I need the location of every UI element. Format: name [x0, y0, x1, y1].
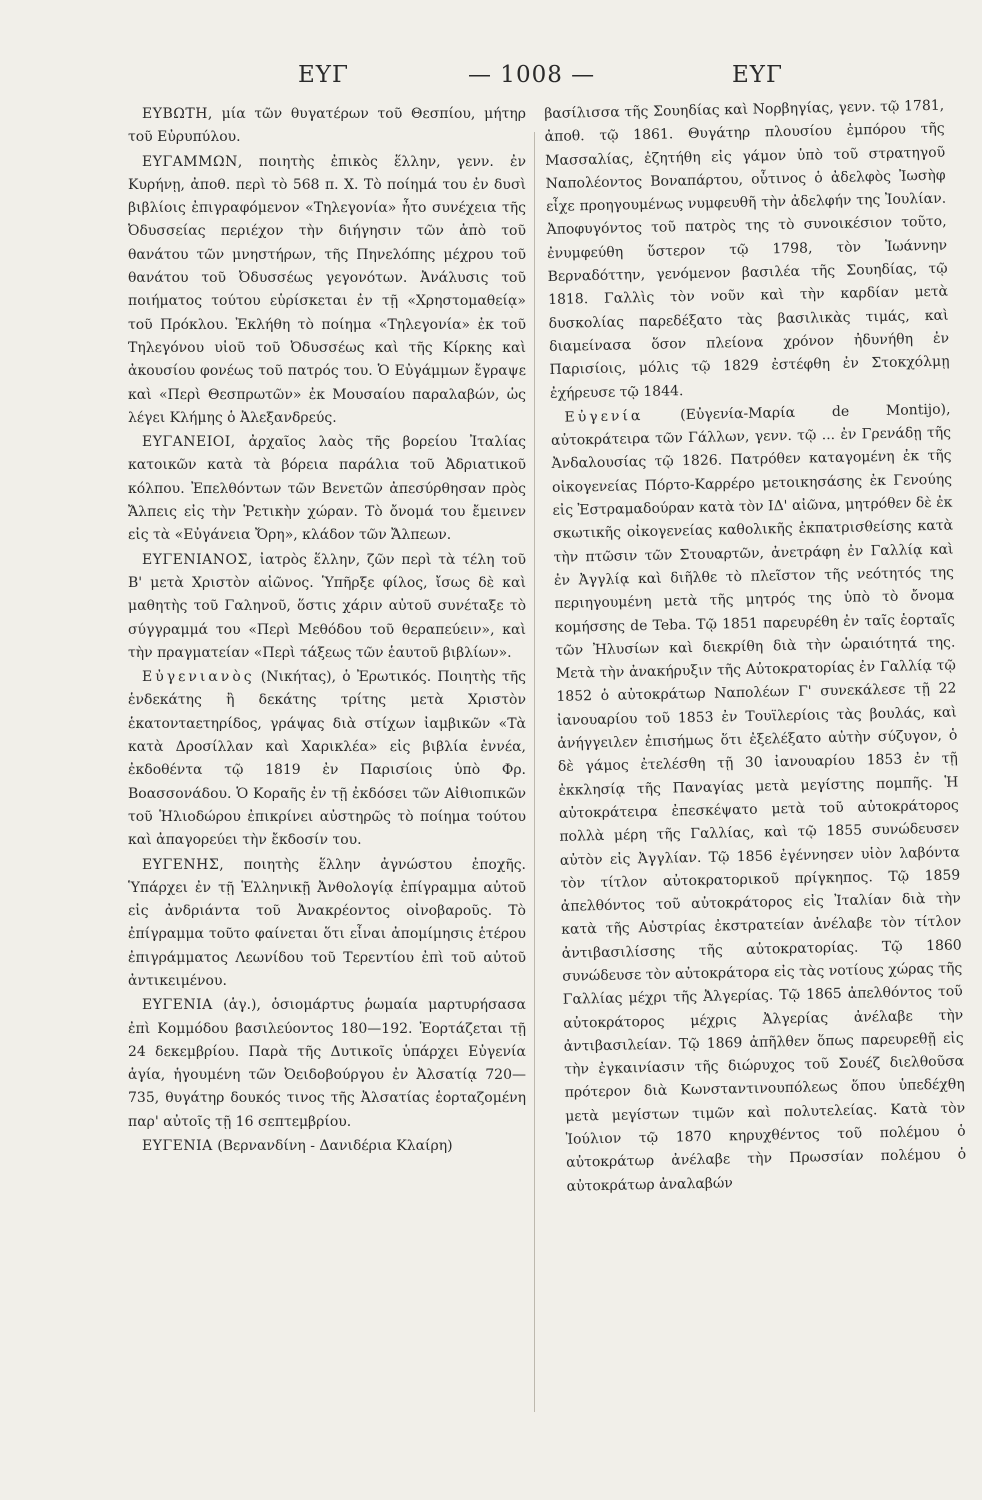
header-left-guideword: ΕΥΓ [298, 62, 349, 88]
entry [128, 431, 526, 547]
entry-headword: Εὐγενία [564, 407, 644, 426]
entry [128, 151, 526, 431]
entry-text: (Εὐγενία-Μαρία de Montijo), αὐτοκράτειρα τῶν Γάλλων, γενν. τῷ ... ἐν Γρενάδῃ τῆς Ἀνδαλουσίας τῷ 1826. Πατρόθεν καταγομένη ἐκ τῆς οἰκογενείας Πόρτο-Καρρέρο μετοικησάσης ἐκ Γενούης εἰς Ἐστραμαδούραν κατὰ τὸν ΙΔ' αἰῶνα, μητρόθεν δὲ ἐκ σκωτικῆς οἰκογενείας καθολικῆς ἐκπατρισθείσης κατὰ τὴν πτῶσιν τῶν Στουαρτῶν, ἀνετράφη ἐν Γαλλίᾳ καὶ ἐν Ἀγγλίᾳ καὶ διῆλθε τὸ πλεῖστον τῆς νεότητός της περιηγουμένη μετὰ τῆς μητρός της ὑπὸ τὸ ὄνομα κομήσσης de Teba. Τῷ 1851 παρευρέθη ἐν ταῖς ἑορταῖς τῶν Ἠλυσίων καὶ διεκρίθη διὰ τὴν ὡραιότητά της. Μετὰ τὴν ἀνακήρυξιν τῆς Αὐτοκρατορίας ἐν Γαλλίᾳ τῷ 1852 ὁ αὐτοκράτωρ Ναπολέων Γ' συνεκάλεσε τῇ 22 ἰανουαρίου τοῦ 1853 ἐν Τουϊλερίοις τὰς βουλάς, καὶ ἀνήγγειλεν ἐπισήμως ὅτι ἐξελέξατο αὐτὴν σύζυγον, ὁ δὲ γάμος ἐτελέσθη τῇ 30 ἰανουαρίου 1853 ἐν τῇ ἐκκλησίᾳ τῆς Παναγίας μετὰ μεγίστης πομπῆς. Ἡ αὐτοκράτειρα ἐπεσκέψατο μετὰ τοῦ αὐτοκράτορος πολλὰ μέρη τῆς Γαλλίας, καὶ τῷ 1855 συνώδευσεν αὐτὸν εἰς Ἀγγλίαν. Τῷ 1856 ἐγέννησεν υἱὸν λαβόντα τὸν τίτλον αὐτοκρατορικοῦ πρίγκηπος. Τῷ 1859 ἀπελθόντος τοῦ αὐτοκράτορος εἰς Ἰταλίαν διὰ τὴν κατὰ τῆς Αὐστρίας ἐκστρατείαν ἀνέλαβε τὸν τίτλον ἀντιβασιλίσσης τῆς αὐτοκρατορίας. Τῷ 1860 συνώδευσε τὸν αὐτοκράτορα εἰς τὰς νοτίους χώρας τῆς Γαλλίας μέχρι τῆς Ἀλγερίας. Τῷ 1865 ἀπελθόντος τοῦ αὐτοκράτορος μέχρις Ἀλγερίας ἀνέλαβε τὴν ἀντιβασιλείαν. Τῷ 1869 ἀπῆλθεν ὅπως παρευρεθῇ εἰς τὴν ἐγκαινίασιν τῆς διώρυχος τοῦ Σουέζ διελθοῦσα πρότερον διὰ Κωνσταντινουπόλεως ὅπου ὑπεδέχθη μετὰ μεγίστων τιμῶν καὶ πολυτελείας. Κατὰ τὸν Ἰούλιον τῷ 1870 κηρυχθέντος τοῦ πολέμου ὁ αὐτοκράτωρ ἀνέλαβε τὴν Πρωσσίαν πολέμου ὁ αὐτοκράτωρ ἀναλαβών [550, 401, 967, 1195]
column-divider [534, 132, 535, 1412]
header-right-guideword: ΕΥΓ [732, 62, 783, 88]
entry-headword: ΕΥΓΕΝΙΑ [142, 997, 213, 1014]
entry-text: ποιητὴς ἕλλην ἀγνώστου ἐποχῆς. Ὑπάρχει ἐν τῇ Ἑλληνικῇ Ἀνθολογίᾳ ἐπίγραμμα αὐτοῦ εἰς ἀνδριάντα τοῦ Ἀνακρέοντος οἰνοβαροῦς. Τὸ ἐπίγραμμα τοῦτο φαίνεται ὅτι εἶναι ἀπομίμησις ἑτέρου ἐπιγράμματος Λεωνίδου τοῦ Τερεντίου ἐπὶ τοῦ αὐτοῦ ἀντικειμένου. [128, 856, 526, 989]
left-column [128, 103, 526, 1159]
right-column [544, 95, 967, 1200]
entry [128, 994, 526, 1134]
entry-text: (Βερνανδίνη - Δανιδέρια Κλαίρη) [212, 1138, 453, 1155]
entry [128, 1135, 526, 1158]
entry-headword: Εὐγενιανὸς [142, 669, 255, 686]
entry-headword: ΕΥΓΑΝΕΙΟΙ, [142, 434, 236, 451]
entry [550, 398, 967, 1198]
entry [128, 549, 526, 665]
entry [128, 854, 526, 994]
entry-text: (ἁγ.), ὁσιομάρτυς ῥωμαία μαρτυρήσασα ἐπὶ Κομμόδου βασιλεύοντος 180—192. Ἑορτάζεται τῇ 24 δεκεμβρίου. Παρὰ τῆς Δυτικοῖς ὑπάρχει Εὐγενία ἁγία, ἡγουμένη τῶν Ὀειδοβούργου ἐν Ἀλσατίᾳ 720—735, θυγάτηρ δουκός τινος τῆς Ἀλσατίας ἑορταζομένη παρ' αὐτοῖς τῇ 16 σεπτεμβρίου. [128, 997, 526, 1130]
entry-headword: ΕΥΓΕΝΗΣ, [142, 856, 225, 873]
page-header [150, 62, 850, 96]
entry-continuation: βασίλισσα τῆς Σουηδίας καὶ Νορβηγίας, γενν. τῷ 1781, ἀποθ. τῷ 1861. Θυγάτηρ πλουσίου ἐμπόρου τῆς Μασσαλίας, ἐζητήθη εἰς γάμον ὑπὸ τοῦ στρατηγοῦ Ναπολέοντος Βοναπάρτου, οὗτινος ὁ ἀδελφὸς Ἰωσὴφ εἶχε προηγουμένως νυμφευθῆ τὴν ἀδελφήν της Ἰουλίαν. Ἀποφυγόντος τοῦ πατρὸς της τὸ συνοικέσιον τοῦτο, ἐνυμφεύθη ὕστερον τῷ 1798, τὸν Ἰωάννην Βερναδόττην, γενόμενον βασιλέα τῆς Σουηδίας, τῷ 1818. Γαλλὶς τὸν νοῦν καὶ τὴν καρδίαν μετὰ δυσκολίας παρεδέξατο τὰς βασιλικὰς τιμάς, καὶ διαμείνασα ὅσον πλείονα χρόνον ἠδυνήθη ἐν Παρισίοις, μόλις τῷ 1829 ἐστέφθη ἐν Στοκχόλμῃ ἐχήρευσε τῷ 1844. [544, 97, 950, 402]
entry-text: (Νικήτας), ὁ Ἐρωτικός. Ποιητὴς τῆς ἑνδεκάτης ἢ δεκάτης τρίτης μετὰ Χριστὸν ἑκατονταετηρίδος, γράψας διὰ στίχων ἰαμβικῶν «Τὰ κατὰ Δροσίλλαν καὶ Χαρικλέα» εἰς βιβλία ἐννέα, ἐκδοθέντα τῷ 1819 ἐν Παρισίοις ὑπὸ Φρ. Βοασσονάδου. Ὁ Κοραῆς ἐν τῇ ἐκδόσει τῶν Αἰθιοπικῶν τοῦ Ἡλιοδώρου ἐπικρίνει αὐστηρῶς τὸ ποίημα τούτου καὶ ἀπαγορεύει τὴν ἔκδοσίν του. [128, 669, 526, 849]
entry-text: μία τῶν θυγατέρων τοῦ Θεσπίου, μήτηρ τοῦ Εὐρυπύλου. [128, 106, 526, 146]
entry-headword: ΕΥΒΩΤΗ, [142, 106, 213, 122]
entry-text: ποιητὴς ἐπικὸς ἕλλην, γενν. ἐν Κυρήνῃ, ἀποθ. περὶ τὸ 568 π. Χ. Τὸ ποίημά του ἐν δυσὶ βιβλίοις ἐπιγραφόμενον «Τηλεγονία» ἦτο συνέχεια τῆς Ὀδυσσείας περιέχον τὴν διήγησιν τῶν ἀπὸ τοῦ θανάτου τῶν μνηστήρων, τῆς Πηνελόπης μέχρου τοῦ θανάτου τοῦ Ὀδυσσέως γεγονότων. Ἀνάλυσις τοῦ ποιήματος τούτου εὑρίσκεται ἐν τῇ «Χρηστομαθείᾳ» τοῦ Πρόκλου. Ἐκλήθη τὸ ποίημα «Τηλεγονία» ἐκ τοῦ Τηλεγόνου υἱοῦ τοῦ Ὀδυσσέως καὶ τῆς Κίρκης καὶ ἀκουσίου φονέως τοῦ πατρός του. Ὁ Εὐγάμμων ἔγραψε καὶ «Περὶ Θεσπρωτῶν» ἐκ Μουσαίου παραλαβών, ὡς λέγει Κλήμης ὁ Ἀλεξανδρεύς. [128, 153, 526, 426]
entry-headword: ΕΥΓΑΜΜΩΝ, [142, 153, 243, 170]
page-number: — 1008 — [468, 62, 596, 88]
entry-headword: ΕΥΓΕΝΙΑ [142, 1138, 213, 1155]
entry-headword: ΕΥΓΕΝΙΑΝΟΣ, [142, 551, 253, 568]
entry-text: ἰατρὸς ἕλλην, ζῶν περὶ τὰ τέλη τοῦ Β' μετὰ Χριστὸν αἰῶνος. Ὑπῆρξε φίλος, ἴσως δὲ καὶ μαθητὴς τοῦ Γαληνοῦ, ὅστις χάριν αὐτοῦ συνέταξε τὸ σύγγραμμά του «Περὶ Μεθόδου τοῦ θεραπεύειν», καὶ τὴν πραγματείαν «Περὶ τάξεως τῶν ἑαυτοῦ βιβλίων». [128, 551, 526, 661]
entry [128, 103, 526, 150]
entry [128, 666, 526, 852]
entry-text: ἀρχαῖος λαὸς τῆς βορείου Ἰταλίας κατοικῶν κατὰ τὰ βόρεια παράλια τοῦ Ἀδριατικοῦ κόλπου. Ἐπελθόντων τῶν Βενετῶν ἀπεσύρθησαν πρὸς Ἄλπεις εἰς τὴν Ῥετικὴν χώραν. Τὸ ὄνομά του ἔμεινεν εἰς τὰ «Εὐγάνεια Ὄρη», κλάδον τῶν Ἄλπεων. [128, 434, 526, 544]
